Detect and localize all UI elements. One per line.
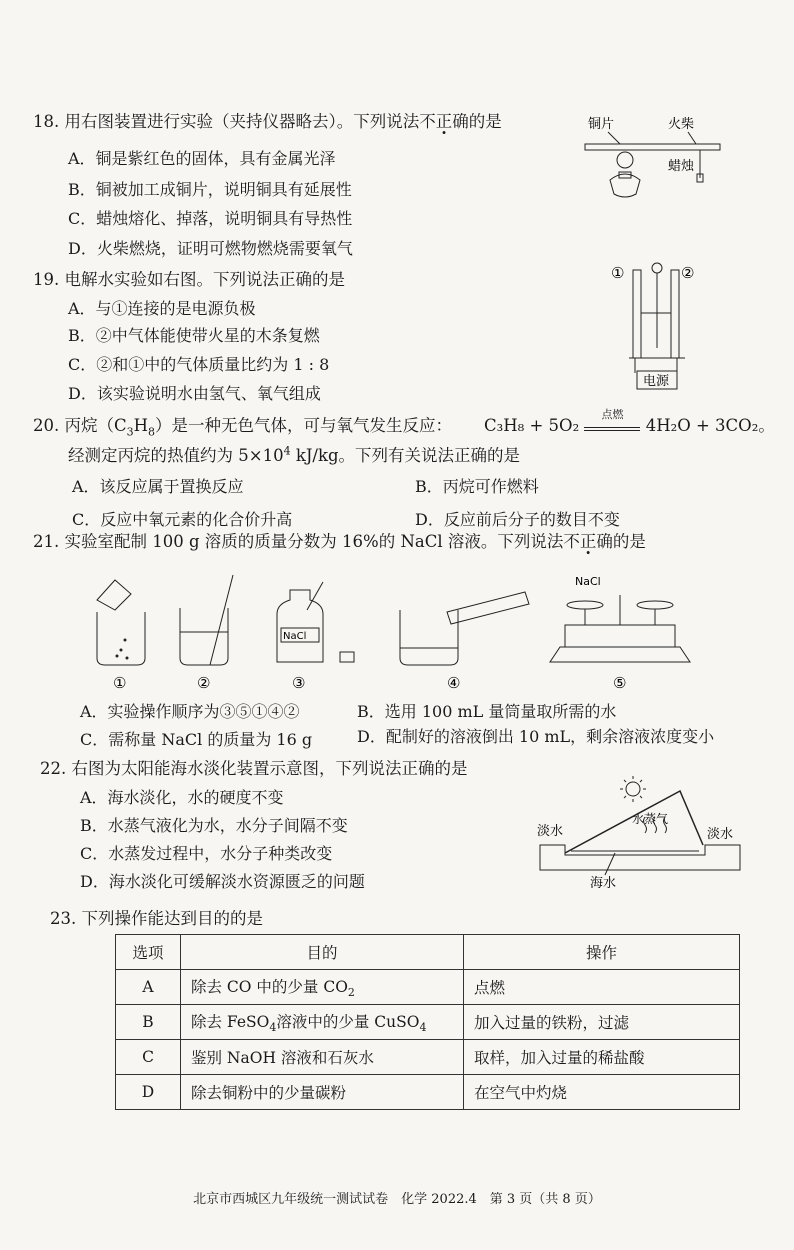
label-copper: 铜片 bbox=[588, 117, 615, 132]
q19-option-a: A．与①连接的是电源负极 bbox=[68, 299, 256, 318]
step-3-bottle bbox=[277, 582, 354, 662]
balance-label: NaCl bbox=[575, 575, 601, 588]
step-5-balance bbox=[550, 575, 690, 662]
row-goal: 除去 CO 中的少量 $CO_2$ bbox=[181, 970, 464, 1005]
step-4-pour-water bbox=[400, 592, 529, 665]
row-option: A bbox=[116, 970, 181, 1005]
label-tube-2: ② bbox=[681, 264, 695, 282]
q19-figure bbox=[605, 258, 710, 393]
label-vapor: 水蒸气 bbox=[632, 812, 669, 826]
row-goal: 除去 FeSO$_4$溶液中的少量 CuSO$_4$ bbox=[181, 1005, 464, 1040]
header-operation: 操作 bbox=[464, 935, 740, 970]
q20-option-b: B．丙烷可作燃料 bbox=[415, 477, 539, 496]
label-candle: 蜡烛 bbox=[668, 159, 695, 174]
q21-stem: 21. 实验室配制 100 g 溶质的质量分数为 16%的 NaCl 溶液。下列说法不正确的是 bbox=[33, 528, 646, 552]
table-row bbox=[116, 1005, 740, 1040]
row-operation: 在空气中灼烧 bbox=[464, 1075, 740, 1110]
step-label-1: ① bbox=[113, 674, 127, 692]
q21-option-d: D．配制好的溶液倒出 10 mL，剩余溶液浓度变小 bbox=[357, 727, 715, 746]
page-footer: 北京市西城区九年级统一测试试卷 化学 2022.4 第 3 页（共 8 页） bbox=[193, 1192, 601, 1207]
q19-option-b: B．②中气体能使带火星的木条复燃 bbox=[68, 326, 320, 345]
q20-option-d: D．反应前后分子的数目不变 bbox=[415, 510, 620, 529]
q19-option-c: C．②和①中的气体质量比约为 1 : 8 bbox=[68, 355, 330, 374]
step-label-4: ④ bbox=[447, 674, 461, 692]
q23-table bbox=[115, 934, 740, 1110]
q22-option-d: D．海水淡化可缓解淡水资源匮乏的问题 bbox=[80, 872, 365, 891]
q20-line1: 20. 丙烷$(C_3H_8)$是一种无色气体，可与氧气发生反应： bbox=[33, 416, 453, 439]
row-operation: 点燃 bbox=[464, 970, 740, 1005]
q22-stem: 22. 右图为太阳能海水淡化装置示意图，下列说法正确的是 bbox=[40, 759, 468, 778]
row-operation: 取样，加入过量的稀盐酸 bbox=[464, 1040, 740, 1075]
table-row bbox=[116, 1040, 740, 1075]
bottle-label: NaCl bbox=[283, 631, 307, 642]
q21-option-a: A．实验操作顺序为③⑤①④② bbox=[80, 702, 300, 721]
label-match: 火柴 bbox=[668, 117, 695, 132]
q22-option-c: C．水蒸发过程中，水分子种类改变 bbox=[80, 844, 333, 863]
label-sea: 海水 bbox=[590, 876, 617, 891]
q22-figure bbox=[535, 775, 745, 900]
label-fresh-right: 淡水 bbox=[707, 827, 734, 842]
q22-option-b: B．水蒸气液化为水，水分子间隔不变 bbox=[80, 816, 348, 835]
q20-option-a: A．该反应属于置换反应 bbox=[72, 477, 244, 496]
step-2-stir bbox=[180, 575, 233, 665]
step-label-2: ② bbox=[197, 674, 211, 692]
sun-icon bbox=[620, 776, 646, 802]
step-label-5: ⑤ bbox=[613, 674, 627, 692]
q21-emphasis: 不正确 bbox=[563, 532, 613, 551]
q21-option-b: B．选用 100 mL 量筒量取所需的水 bbox=[357, 702, 617, 721]
table-row bbox=[116, 1075, 740, 1110]
label-power: 电源 bbox=[643, 374, 670, 389]
row-goal: 鉴别 NaOH 溶液和石灰水 bbox=[181, 1040, 464, 1075]
step-1-pour-solid bbox=[97, 580, 145, 665]
q21-option-c: C．需称量 NaCl 的质量为 16 g bbox=[80, 730, 313, 749]
q18-figure bbox=[580, 110, 730, 210]
row-option: B bbox=[116, 1005, 181, 1040]
row-option: C bbox=[116, 1040, 181, 1075]
table-row bbox=[116, 970, 740, 1005]
q20-equation: C₃H₈ + 5O₂ 点燃 4H₂O + 3CO₂。 bbox=[484, 408, 775, 435]
q19-option-d: D．该实验说明水由氢气、氧气组成 bbox=[68, 384, 321, 403]
q20-line2: 经测定丙烷的热值约为 $5\times 10^4$ kJ/kg。下列有关说法正确的是 bbox=[68, 444, 521, 465]
q18-stem: 18. 用右图装置进行实验（夹持仪器略去）。下列说法不正确的是 bbox=[33, 112, 502, 131]
label-fresh-left: 淡水 bbox=[537, 824, 564, 839]
label-tube-1: ① bbox=[611, 264, 625, 282]
q23-stem: 23. 下列操作能达到目的的是 bbox=[50, 909, 263, 928]
step-label-3: ③ bbox=[292, 674, 306, 692]
q18-option-b: B．铜被加工成铜片，说明铜具有延展性 bbox=[68, 180, 352, 199]
row-operation: 加入过量的铁粉，过滤 bbox=[464, 1005, 740, 1040]
q18-emphasis: 不正确 bbox=[419, 112, 469, 131]
q18-option-c: C．蜡烛熔化、掉落，说明铜具有导热性 bbox=[68, 209, 353, 228]
row-option: D bbox=[116, 1075, 181, 1110]
q22-option-a: A．海水淡化，水的硬度不变 bbox=[80, 788, 284, 807]
q19-stem: 19. 电解水实验如右图。下列说法正确的是 bbox=[33, 270, 345, 289]
row-goal: 除去铜粉中的少量碳粉 bbox=[181, 1075, 464, 1110]
q18-option-a: A．铜是紫红色的固体，具有金属光泽 bbox=[68, 149, 336, 168]
eq-condition: 点燃 bbox=[601, 408, 624, 421]
q20-option-c: C．反应中氧元素的化合价升高 bbox=[72, 510, 293, 529]
header-goal: 目的 bbox=[181, 935, 464, 970]
q21-figure bbox=[85, 570, 705, 695]
header-option: 选项 bbox=[116, 935, 181, 970]
q18-option-d: D．火柴燃烧，证明可燃物燃烧需要氧气 bbox=[68, 239, 353, 258]
table-header-row bbox=[116, 935, 740, 970]
